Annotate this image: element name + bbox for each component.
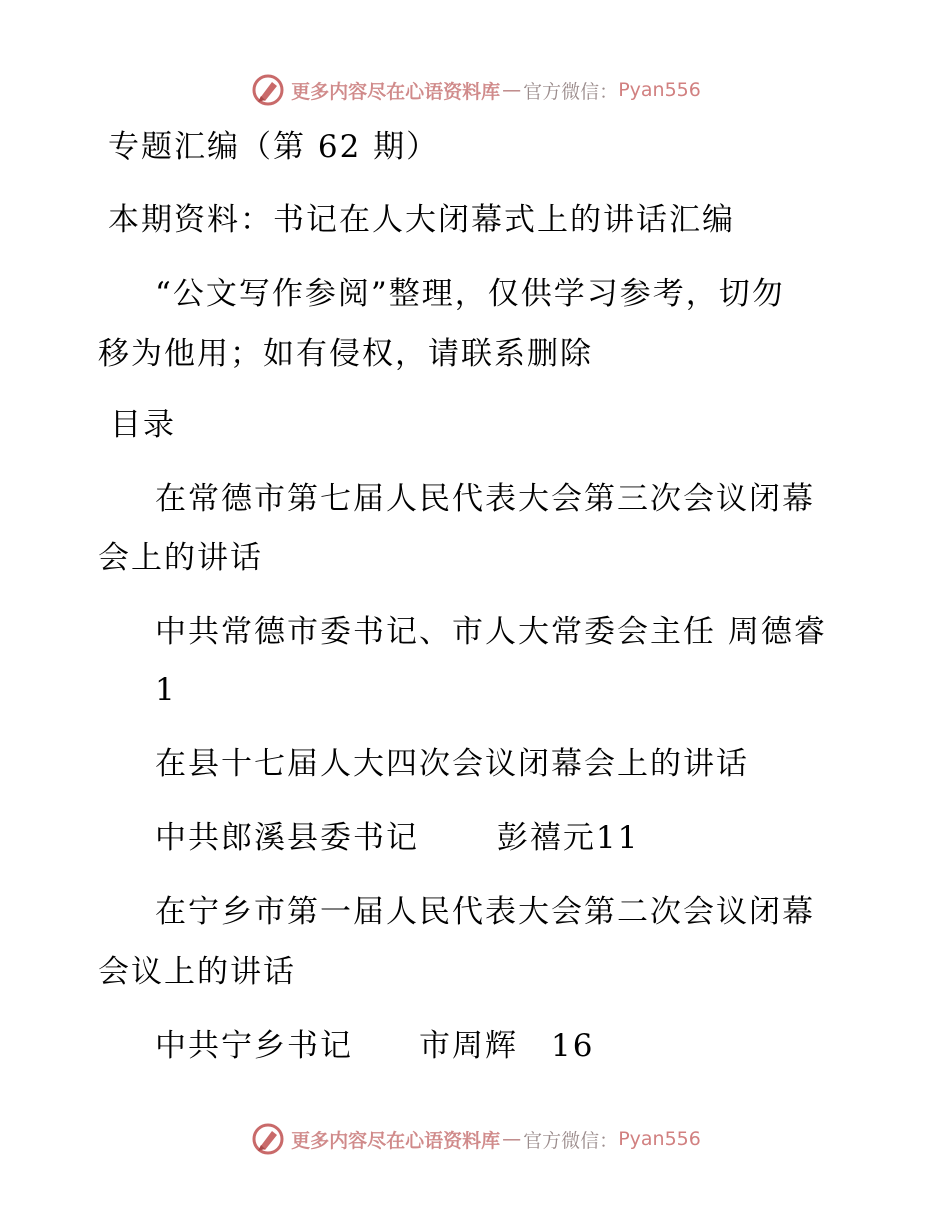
pen-logo-icon <box>249 71 287 109</box>
toc-item-1-author: 中共常德市委书记、市人大常委会主任 周德睿 <box>155 614 827 650</box>
watermark-dash: — <box>502 1128 522 1150</box>
watermark-dash: — <box>502 79 522 101</box>
issue-topic: 本期资料：书记在人大闭幕式上的讲话汇编 <box>108 202 735 238</box>
watermark-text: 更多内容尽在心语资料库 <box>291 1129 501 1152</box>
watermark-wechat-label: 官方微信： <box>523 1129 619 1152</box>
watermark-banner-bottom <box>0 1119 950 1159</box>
disclaimer-line-1: “公文写作参阅”整理，仅供学习参考，切勿 <box>155 276 785 312</box>
watermark-wechat-label: 官方微信： <box>523 80 619 103</box>
toc-item-1-title-cont: 会上的讲话 <box>98 540 263 576</box>
toc-heading: 目录 <box>110 407 176 443</box>
watermark-text: 更多内容尽在心语资料库 <box>291 80 501 103</box>
watermark-wechat-id: Pyan556 <box>618 1128 701 1150</box>
toc-item-2-title: 在县十七届人大四次会议闭幕会上的讲话 <box>155 746 749 782</box>
toc-item-1-page: 1 <box>155 672 177 708</box>
toc-item-3-title-cont: 会议上的讲话 <box>98 954 296 990</box>
watermark-banner-top <box>0 70 950 110</box>
toc-item-3-title: 在宁乡市第一届人民代表大会第二次会议闭幕 <box>155 894 815 930</box>
toc-item-1-title: 在常德市第七届人民代表大会第三次会议闭幕 <box>155 481 815 517</box>
watermark-wechat-id: Pyan556 <box>618 79 701 101</box>
disclaimer-line-2: 移为他用；如有侵权，请联系删除 <box>98 336 593 372</box>
pen-logo-icon <box>249 1120 287 1158</box>
toc-item-3-author: 中共宁乡书记 市周辉 16 <box>155 1028 595 1064</box>
toc-item-2-author: 中共郎溪县委书记 彭禧元11 <box>155 820 640 856</box>
series-title: 专题汇编（第 62 期） <box>108 129 440 165</box>
